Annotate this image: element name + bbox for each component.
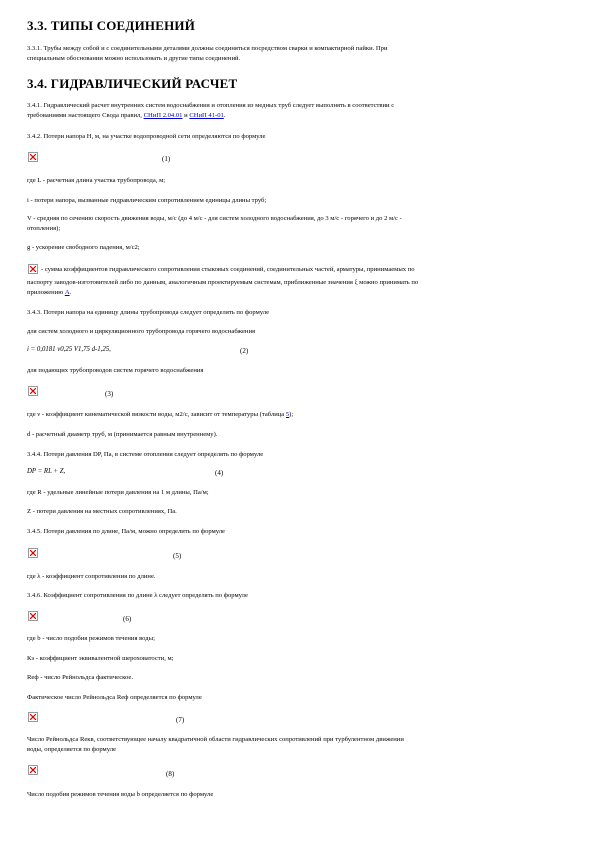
definition-l: где L - расчетная длина участка трубопровода, м; xyxy=(27,177,166,184)
paragraph-3-4-4: 3.4.4. Потери давления DР, Па, в системе отопления следует определять по формуле xyxy=(27,451,264,458)
formula-2: i = 0,0181 v0,25 V1,75 d-1,25, xyxy=(27,346,111,353)
hot-water-systems-text: для подающих трубопроводов систем горячего водоснабжения xyxy=(27,367,204,374)
formula-4: DP = RL + Z, xyxy=(27,468,66,475)
definition-lambda: где λ - коэффициент сопротивления по длине. xyxy=(27,573,156,580)
equation-number: (7) xyxy=(176,716,185,724)
definition-k: Кэ - коэффициент эквивалентной шероховатости, м; xyxy=(27,655,174,662)
link-snip-41-01[interactable]: СНиП 41-01 xyxy=(189,112,224,119)
equation-number: (1) xyxy=(162,155,171,163)
definition-b: где b - число подобия режимов течения воды; xyxy=(27,635,155,642)
definition-i: i - потери напора, вызванные гидравлическим сопротивлением единицы длины труб; xyxy=(27,197,267,204)
broken-image-icon xyxy=(28,386,38,396)
paragraph-3-4-1-text: требованиями настоящего Свода правил, xyxy=(27,112,142,119)
definition-nu xyxy=(27,410,572,420)
conjunction-text: и xyxy=(184,112,188,119)
broken-image-icon xyxy=(28,611,38,621)
definition-zeta-line3: приложению А. xyxy=(27,289,72,296)
definition-nu-text: где ν - коэффициент кинематической вязкости воды, м2/с, зависит от температуры (таблица xyxy=(27,411,285,418)
equation-number: (6) xyxy=(123,615,132,623)
paragraph-3-4-2: 3.4.2. Потери напора Н, м, на участке водопроводной сети определяются по формуле xyxy=(27,133,266,140)
definition-d: d - расчетный диаметр труб, м (принимается равным внутреннему). xyxy=(27,431,218,438)
section-heading-3-3: 3.3. ТИПЫ СОЕДИНЕНИЙ xyxy=(27,18,196,33)
last-paragraph: Число подобия режимов течения воды b определяется по формуле xyxy=(27,791,214,798)
broken-image-icon xyxy=(28,712,38,722)
definition-zeta-line2: паспорту заводов-изготовителей либо по данным, аналогичным проектируемым системам, приближенные значения ξ можно принимать по xyxy=(27,279,419,286)
reynolds-quadratic-line2: воды, определяется по формуле xyxy=(27,746,116,753)
broken-image-icon xyxy=(28,548,38,558)
definition-zeta-text: приложению xyxy=(27,289,64,296)
broken-image-icon xyxy=(28,152,38,162)
definition-r: где R - удельные линейные потери давления на 1 м длины, Па/м; xyxy=(27,489,209,496)
definition-z: Z - потери давления на местных сопротивлениях, Па. xyxy=(27,508,177,515)
cold-water-systems-text: для систем холодного и циркуляционного трубопровода горячего водоснабжения xyxy=(27,328,256,335)
equation-number: (5) xyxy=(173,552,182,560)
definition-nu-end: ); xyxy=(289,411,294,418)
link-table-5[interactable]: 5 xyxy=(285,411,290,418)
paragraph-3-4-6: 3.4.6. Коэффициент сопротивления по длине λ следует определять по формуле xyxy=(27,592,248,599)
broken-image-icon xyxy=(28,765,38,775)
equation-number: (8) xyxy=(166,770,175,778)
link-appendix-a[interactable]: А xyxy=(64,289,70,296)
section-heading-3-4: 3.4. ГИДРАВЛИЧЕСКИЙ РАСЧЕТ xyxy=(27,76,238,91)
broken-image-icon xyxy=(28,264,38,274)
paragraph-3-4-5: 3.4.5. Потери давления по длине, Па/м, можно определить по формуле xyxy=(27,528,225,535)
definition-v-line1: V - средняя по сечению скорость движения воды, м/с (до 4 м/с - для систем холодного водоснабжения, до 3 м/с - горячего и до 2 м/с - xyxy=(27,215,402,222)
equation-number: (2) xyxy=(240,347,249,355)
paragraph-3-4-1-line1: 3.4.1. Гидравлический расчет внутренних систем водоснабжения и отопления из медных труб следует выполнять в соответствии с xyxy=(27,102,395,109)
definition-g: g - ускорение свободного падения, м/с2; xyxy=(27,244,140,251)
definition-zeta-line1: - сумма коэффициентов гидравлического сопротивления стыковых соединений, соединительных частей, арматуры, принимаемых по xyxy=(41,266,415,273)
paragraph-3-4-3: 3.4.3. Потери напора на единицу длины трубопровода следует определять по формуле xyxy=(27,309,270,316)
equation-number: (3) xyxy=(105,390,114,398)
definition-re: Reф - число Рейнольдса фактическое. xyxy=(27,674,133,681)
definition-v-line2: отопления); xyxy=(27,225,61,232)
link-snip-2-04-01[interactable]: СНиП 2.04.01 xyxy=(143,112,183,119)
equation-number: (4) xyxy=(215,469,224,477)
reynolds-fact-text: Фактическое число Рейнольдса Reф определяется по формуле xyxy=(27,694,202,701)
paragraph-3-3-1-line2: специальным обосновании можно использовать и другие типы соединений. xyxy=(27,55,241,62)
paragraph-3-4-1-line2: требованиями настоящего Свода правил, СНиП 2.04.01 и СНиП 41-01. xyxy=(27,112,226,119)
paragraph-3-3-1-line1: 3.3.1. Трубы между собой и с соединительными деталями должны соединяться посредством сварки и компактирной пайки. При xyxy=(27,45,388,52)
reynolds-quadratic-line1: Число Рейнольдса Reкв, соответствующее началу квадратичной области гидравлических сопротивлений при турбулентном движении xyxy=(27,736,404,743)
